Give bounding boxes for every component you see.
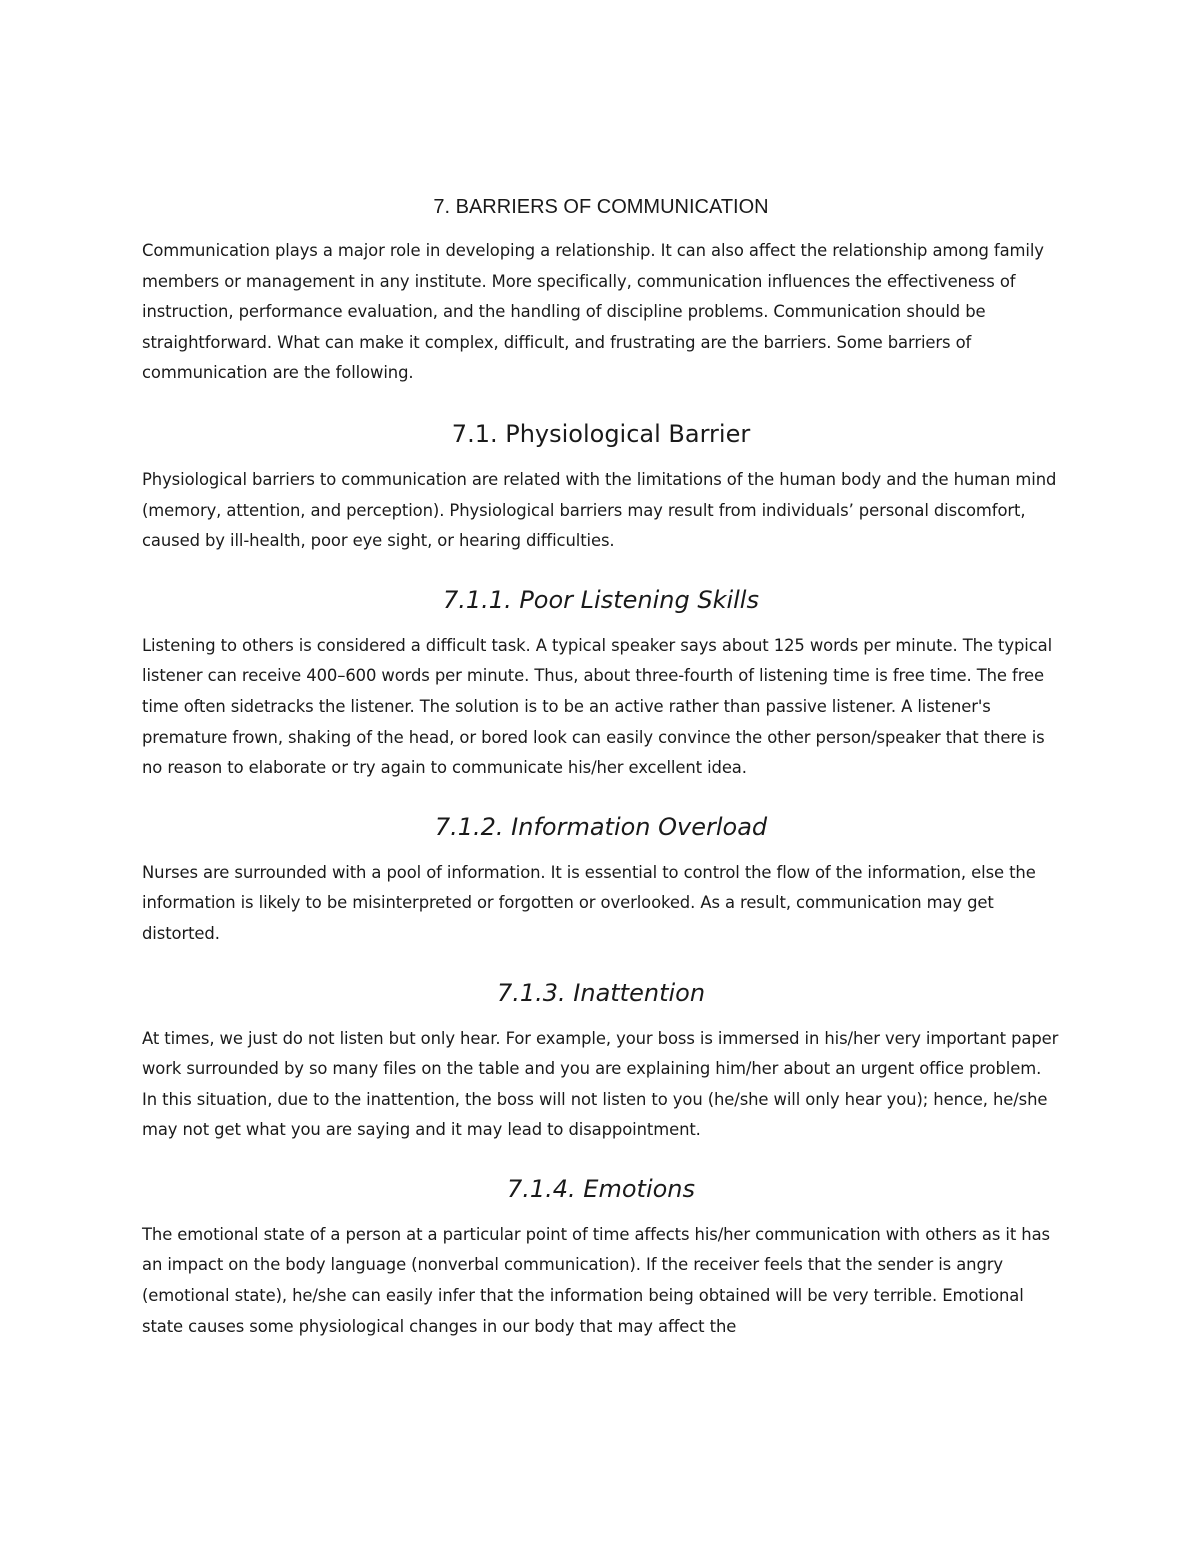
document-page bbox=[142, 192, 1060, 1342]
inattention-paragraph: At times, we just do not listen but only hear. For example, your boss is immersed in his/her very important paper work surrounded by so many files on the table and you are explaining him/her about an urgent office problem. In this situation, due to the inattention, the boss will not listen to you (he/she will only hear you); hence, he/she may not get what you are saying and it may lead to disappointment. bbox=[142, 1028, 1059, 1140]
poor-listening-skills-paragraph: Listening to others is considered a difficult task. A typical speaker says about 125 words per minute. The typical listener can receive 400–600 words per minute. Thus, about three-fourth of listening time is free time. The free time often sidetracks the listener. The solution is to be an active rather than passive listener. A listener's premature frown, shaking of the head, or bored look can easily convince the other person/speaker that there is no reason to elaborate or try again to communicate his/her excellent idea. bbox=[142, 635, 1053, 778]
information-overload-paragraph: Nurses are surrounded with a pool of information. It is essential to control the flow of the information, else the information is likely to be misinterpreted or forgotten or overlooked. As a result, communication may get distorted. bbox=[142, 862, 1036, 943]
physiological-barrier-paragraph: Physiological barriers to communication are related with the limitations of the human body and the human mind (memory, attention, and perception). Physiological barriers may result from individuals’ personal discomfort, caused by ill-health, poor eye sight, or hearing difficulties. bbox=[142, 469, 1057, 551]
subsection-heading-inattention: 7.1.3. Inattention bbox=[496, 978, 706, 1007]
subsection-heading-emotions: 7.1.4. Emotions bbox=[506, 1174, 696, 1203]
document-title: 7. BARRIERS OF COMMUNICATION bbox=[433, 196, 769, 218]
subsection-heading-information-overload: 7.1.2. Information Overload bbox=[434, 812, 768, 841]
section-heading-physiological-barrier: 7.1. Physiological Barrier bbox=[451, 419, 751, 448]
subsection-heading-poor-listening-skills: 7.1.1. Poor Listening Skills bbox=[443, 585, 759, 614]
emotions-paragraph: The emotional state of a person at a particular point of time affects his/her communication with others as it has an impact on the body language (nonverbal communication). If the receiver feels that the sender is angry (emotional state), he/she can easily infer that the information being obtained will be very terrible. Emotional state causes some physiological changes in our body that may affect the bbox=[142, 1224, 1050, 1336]
intro-paragraph: Communication plays a major role in developing a relationship. It can also affect the relationship among family members or management in any institute. More specifically, communication influences the effectiveness of instruction, performance evaluation, and the handling of discipline problems. Communication should be straightforward. What can make it complex, difficult, and frustrating are the barriers. Some barriers of communication are the following. bbox=[142, 241, 1044, 383]
